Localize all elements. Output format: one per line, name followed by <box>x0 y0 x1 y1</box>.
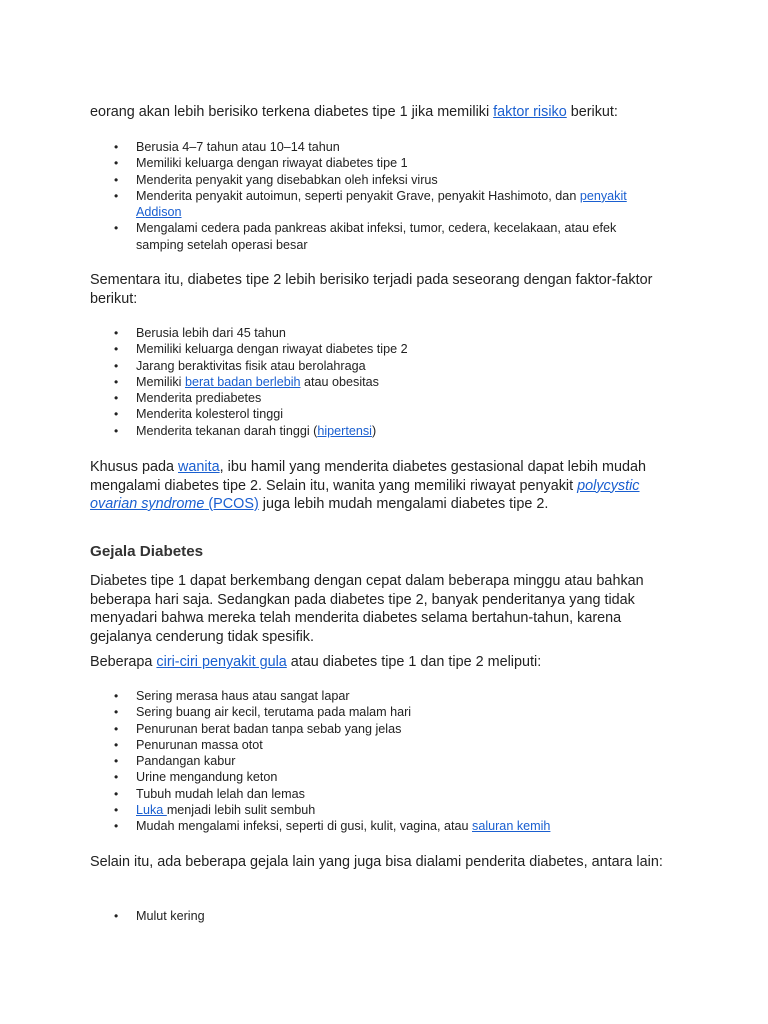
link-pcos-italic: polycystic ovarian syndrome <box>90 477 640 512</box>
other-symptoms-paragraph: Selain itu, ada beberapa gejala lain yang juga bisa dialami penderita diabetes, antara lain: <box>90 854 663 870</box>
other-symptoms-list <box>90 908 650 924</box>
risk-list-type1 <box>90 139 650 253</box>
list-item <box>90 374 650 390</box>
link-penyakit-addison[interactable]: penyakit Addison <box>136 188 627 220</box>
link-pcos-rest: (PCOS) <box>204 496 259 512</box>
link-luka[interactable]: Luka <box>136 803 167 818</box>
list-item: • Mulut kering <box>90 908 650 924</box>
list-item: • Penurunan berat badan tanpa sebab yang jelas <box>90 721 650 737</box>
text-span: Memiliki <box>136 374 185 389</box>
link-wanita[interactable]: wanita <box>178 459 220 475</box>
list-item: • Jarang beraktivitas fisik atau berolahraga <box>90 358 650 374</box>
list-item: • Sering merasa haus atau sangat lapar <box>90 688 650 704</box>
link-ciri-ciri-penyakit-gula[interactable]: ciri-ciri penyakit gula <box>156 654 287 670</box>
list-item: • Berusia 4–7 tahun atau 10–14 tahun <box>90 139 650 155</box>
list-item: • Menderita kolesterol tinggi <box>90 406 650 422</box>
text-span: atau obesitas <box>300 374 379 389</box>
text-span: Beberapa <box>90 654 157 670</box>
text-span: eorang akan lebih berisiko terkena diabetes tipe 1 jika memiliki <box>90 104 494 120</box>
text-span: Menderita tekanan darah tinggi ( <box>136 423 318 438</box>
link-saluran-kemih[interactable]: saluran kemih <box>472 819 551 834</box>
list-item: • Urine mengandung keton <box>90 769 650 785</box>
text-span: berikut: <box>566 104 618 120</box>
list-item <box>90 423 650 439</box>
section-heading: Gejala Diabetes <box>90 543 204 560</box>
link-berat-badan-berlebih[interactable]: berat badan berlebih <box>184 374 301 389</box>
list-item: • Sering buang air kecil, terutama pada malam hari <box>90 704 650 720</box>
text-span: atau diabetes tipe 1 dan tipe 2 meliputi: <box>286 654 542 670</box>
list-item: • Menderita prediabetes <box>90 390 650 406</box>
list-item: • Mengalami cedera pada pankreas akibat infeksi, tumor, cedera, kecelakaan, atau efek samping setelah operasi besar <box>90 220 650 253</box>
symptoms-intro-paragraph: Diabetes tipe 1 dapat berkembang dengan cepat dalam beberapa minggu atau bahkan beberapa hari saja. Sedangkan pada diabetes tipe 2, banyak penderitanya yang tidak menyadari bahwa mereka telah menderita diabetes selama bertahun-tahun, karena gejalanya cenderung tidak spesifik. <box>90 573 644 645</box>
list-item: • Berusia lebih dari 45 tahun <box>90 325 650 341</box>
intro-paragraph <box>90 103 680 122</box>
risk-list-type2 <box>90 325 650 439</box>
text-span: juga lebih mudah mengalami diabetes tipe 2. <box>258 496 549 512</box>
text-span: , ibu hamil yang menderita diabetes gestasional dapat lebih mudah mengalami diabetes tipe 2. Selain itu, wanita yang memiliki riwayat penyakit <box>90 459 647 494</box>
women-paragraph <box>90 458 680 514</box>
list-item <box>90 802 650 818</box>
list-item: • Menderita penyakit yang disebabkan oleh infeksi virus <box>90 172 650 188</box>
list-item: • Memiliki keluarga dengan riwayat diabetes tipe 2 <box>90 341 650 357</box>
text-span: Khusus pada <box>90 459 179 475</box>
text-span: Menderita penyakit autoimun, seperti penyakit Grave, penyakit Hashimoto, dan <box>136 188 580 203</box>
list-item <box>90 188 650 221</box>
link-hipertensi[interactable]: hipertensi <box>317 423 372 438</box>
list-item: • Pandangan kabur <box>90 753 650 769</box>
symptoms-list-intro <box>90 653 680 672</box>
type2-intro-paragraph: Sementara itu, diabetes tipe 2 lebih berisiko terjadi pada seseorang dengan faktor-faktor berikut: <box>90 272 653 307</box>
link-faktor-risiko[interactable]: faktor risiko <box>493 104 567 120</box>
symptoms-list <box>90 688 650 835</box>
list-item: • Memiliki keluarga dengan riwayat diabetes tipe 1 <box>90 155 650 171</box>
list-item: • Tubuh mudah lelah dan lemas <box>90 786 650 802</box>
text-span: menjadi lebih sulit sembuh <box>166 803 316 818</box>
text-span: Mudah mengalami infeksi, seperti di gusi, kulit, vagina, atau <box>136 819 473 834</box>
list-item <box>90 818 650 834</box>
text-span: ) <box>371 423 377 438</box>
list-item: • Penurunan massa otot <box>90 737 650 753</box>
